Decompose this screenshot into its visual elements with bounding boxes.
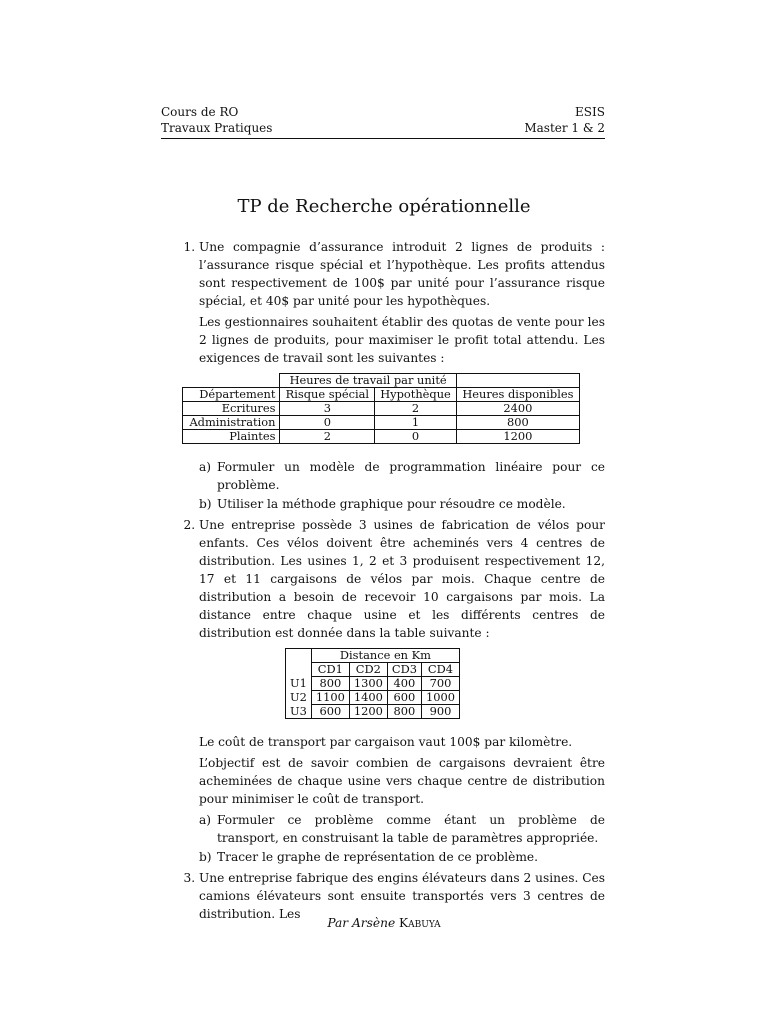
table-row bbox=[286, 677, 460, 691]
row-header: U3 bbox=[286, 705, 312, 719]
group-header: Heures de travail par unité bbox=[280, 374, 456, 388]
table-row bbox=[183, 430, 580, 444]
item-text: Formuler un modèle de programmation linéaire pour ce problème. bbox=[217, 460, 605, 492]
table-row bbox=[286, 663, 460, 677]
table-cell: 400 bbox=[387, 677, 421, 691]
distance-table bbox=[285, 648, 460, 719]
table-cell: 0 bbox=[280, 416, 375, 430]
work-hours-table bbox=[182, 373, 580, 444]
table-row bbox=[183, 402, 580, 416]
column-header: CD3 bbox=[387, 663, 421, 677]
table-cell: 800 bbox=[311, 677, 349, 691]
table-cell: 3 bbox=[280, 402, 375, 416]
table-row bbox=[286, 705, 460, 719]
level: Master 1 & 2 bbox=[524, 121, 605, 135]
table-cell: 1400 bbox=[349, 691, 387, 705]
table-row bbox=[183, 416, 580, 430]
table-cell: Administration bbox=[183, 416, 280, 430]
column-header: Département bbox=[183, 388, 280, 402]
table-row bbox=[183, 388, 580, 402]
page-footer bbox=[0, 916, 768, 930]
item-text: Tracer le graphe de représentation de ce problème. bbox=[217, 850, 538, 864]
header-right bbox=[524, 104, 605, 136]
column-header: Risque spécial bbox=[280, 388, 375, 402]
item-label: a) bbox=[199, 813, 212, 827]
problem-1-questions bbox=[199, 458, 605, 513]
group-header: Distance en Km bbox=[311, 649, 459, 663]
table-row bbox=[286, 649, 460, 663]
table-cell: 800 bbox=[387, 705, 421, 719]
item-text: Formuler ce problème comme étant un problème de transport, en construisant la table de paramètres appropriée. bbox=[217, 813, 605, 845]
course-name: Cours de RO bbox=[161, 105, 239, 119]
table-cell bbox=[286, 649, 312, 663]
row-header: U2 bbox=[286, 691, 312, 705]
table-cell: 1 bbox=[375, 416, 457, 430]
problem-1-intro: 1. Une compagnie d’assurance introduit 2 lignes de produits : l’assurance risque spécial et l’hypothèque. Les profits attendus sont respectivement de 100$ par unité pour l’assurance risque spécial, et 40$ par unité pour les hypothèques. bbox=[199, 240, 605, 308]
table-cell: 1100 bbox=[311, 691, 349, 705]
problem-2 bbox=[199, 516, 605, 866]
column-header: CD4 bbox=[421, 663, 459, 677]
table-cell bbox=[456, 374, 579, 388]
problem-1-context: Les gestionnaires souhaitent établir des quotas de vente pour les 2 lignes de produits, pour maximiser le profit total attendu. Les exigences de travail sont les suivantes : bbox=[199, 315, 605, 365]
page-title: TP de Recherche opérationnelle bbox=[237, 196, 531, 217]
table-cell: 800 bbox=[456, 416, 579, 430]
column-header: Hypothèque bbox=[375, 388, 457, 402]
header-rule bbox=[161, 138, 605, 139]
table-cell: 2 bbox=[375, 402, 457, 416]
table-cell: 1000 bbox=[421, 691, 459, 705]
problem-2-cost: Le coût de transport par cargaison vaut 100$ par kilomètre. bbox=[199, 735, 573, 749]
problem-3 bbox=[199, 869, 605, 923]
problem-3-intro: 3. Une entreprise fabrique des engins élévateurs dans 2 usines. Ces camions élévateurs sont ensuite transportés vers 3 centres de distribution. Les bbox=[199, 871, 605, 921]
school-name: ESIS bbox=[575, 105, 605, 119]
table-cell: Plaintes bbox=[183, 430, 280, 444]
table-cell: Ecritures bbox=[183, 402, 280, 416]
problem-list bbox=[161, 238, 605, 923]
table-cell: 700 bbox=[421, 677, 459, 691]
table-cell bbox=[286, 663, 312, 677]
course-type: Travaux Pratiques bbox=[161, 121, 273, 135]
column-header: CD1 bbox=[311, 663, 349, 677]
item-label: b) bbox=[199, 850, 212, 864]
list-item bbox=[199, 811, 605, 847]
row-header: U1 bbox=[286, 677, 312, 691]
table-cell: 1200 bbox=[349, 705, 387, 719]
problem-2-intro: 2. Une entreprise possède 3 usines de fabrication de vélos pour enfants. Ces vélos doivent être acheminés vers 4 centres de distribution. Les usines 1, 2 et 3 produisent respectivement 12, 17 et 11 cargaisons de vélos par mois. Chaque centre de distribution a besoin de recevoir 10 cargaisons par mois. La distance entre chaque usine et les différents centres de distribution est donnée dans la table suivante : bbox=[199, 518, 605, 640]
author-prefix: Par Arsène bbox=[327, 916, 396, 930]
item-label: b) bbox=[199, 497, 212, 511]
column-header: CD2 bbox=[349, 663, 387, 677]
problem-1 bbox=[189, 238, 605, 513]
table-cell: 0 bbox=[375, 430, 457, 444]
document-body bbox=[161, 238, 605, 926]
table-cell: 1200 bbox=[456, 430, 579, 444]
item-label: a) bbox=[199, 460, 212, 474]
table-cell: 1300 bbox=[349, 677, 387, 691]
table-cell: 600 bbox=[311, 705, 349, 719]
header-left bbox=[161, 104, 272, 136]
list-item bbox=[199, 495, 605, 513]
table-cell: 900 bbox=[421, 705, 459, 719]
table-cell: 600 bbox=[387, 691, 421, 705]
problem-2-questions bbox=[199, 811, 605, 866]
table-cell: 2 bbox=[280, 430, 375, 444]
table-cell bbox=[183, 374, 280, 388]
table-cell: 2400 bbox=[456, 402, 579, 416]
table-row bbox=[286, 691, 460, 705]
list-item bbox=[199, 848, 605, 866]
table-row bbox=[183, 374, 580, 388]
item-text: Utiliser la méthode graphique pour résoudre ce modèle. bbox=[217, 497, 566, 511]
column-header: Heures disponibles bbox=[456, 388, 579, 402]
list-item bbox=[199, 458, 605, 494]
problem-2-objective: L’objectif est de savoir combien de cargaisons devraient être acheminées de chaque usine vers chaque centre de distribution pour minimiser le coût de transport. bbox=[199, 756, 605, 806]
author-name: Kabuya bbox=[399, 916, 441, 930]
